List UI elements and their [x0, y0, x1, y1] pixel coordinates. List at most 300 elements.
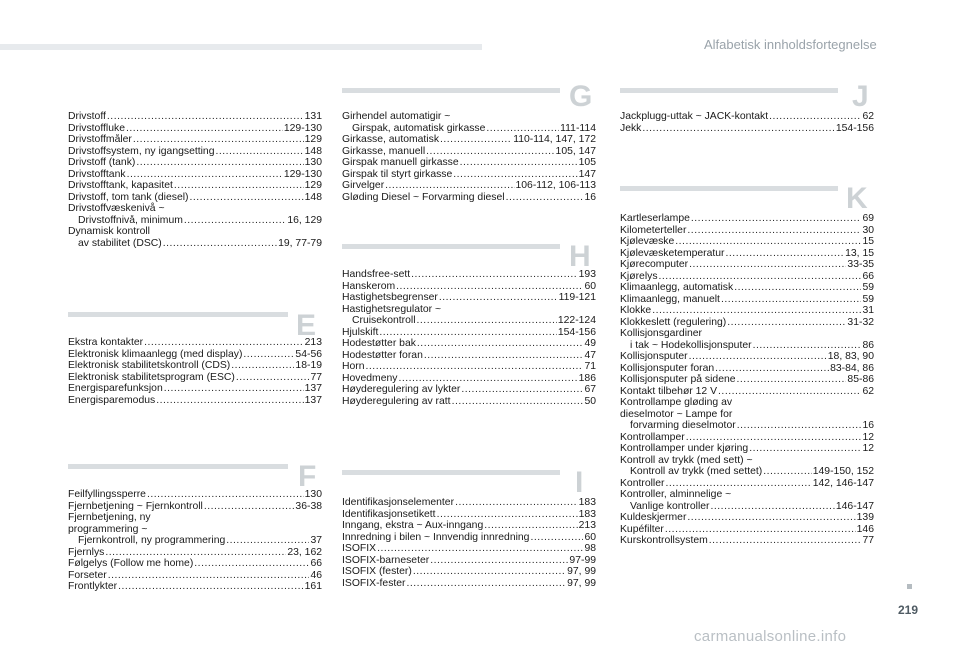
index-entry-label: Drivstoffmåler: [68, 134, 132, 145]
index-entry: [620, 317, 874, 329]
index-entry: [620, 524, 874, 536]
index-entry-heading: Kontroll av trykk (med sett) ~: [620, 454, 753, 466]
index-entry-pages: 18, 83, 90: [827, 351, 874, 362]
index-entry-pages: 130: [304, 157, 322, 168]
index-entry: [68, 581, 322, 593]
index-entry: [342, 350, 596, 362]
index-entry-pages: 161: [304, 581, 322, 592]
index-entry: [620, 294, 874, 306]
index-entry: [68, 395, 322, 407]
index-entry-label: ISOFIX-fester: [342, 577, 406, 589]
index-entry-label: Kuldeskjermer: [620, 512, 687, 523]
index-entry: [342, 269, 596, 281]
index-entry: [68, 558, 322, 570]
dot-leader: [486, 123, 559, 135]
dot-leader: [396, 281, 583, 293]
index-entry: [68, 180, 322, 192]
index-entry: [342, 192, 596, 204]
index-entry-pages: 71: [584, 361, 596, 372]
index-entry-pages: 85-86: [847, 374, 874, 385]
index-entry-pages: 30: [862, 224, 874, 236]
index-entry-pages: 62: [862, 385, 874, 397]
index-entry: [342, 180, 596, 192]
index-entry-pages: 154-156: [835, 122, 874, 134]
index-entry: [68, 169, 322, 181]
index-entry: [342, 315, 596, 327]
index-entry: [620, 501, 874, 513]
index-entry-label: Kilometerteller: [620, 224, 687, 236]
index-entry: [342, 157, 596, 169]
index-entry-pages: 213: [578, 520, 596, 531]
index-entry-label: Identifikasjonselementer: [342, 497, 455, 508]
index-entry: [620, 466, 874, 478]
dot-leader: [440, 134, 512, 146]
index-entry: [68, 349, 322, 361]
index-entry-heading: Kontrollampe gløding av: [620, 397, 733, 408]
index-entry-label: Elektronisk stabilitetskontroll (CDS): [68, 360, 231, 371]
dot-leader: [424, 350, 584, 362]
dot-leader: [216, 146, 304, 158]
dot-leader: [737, 374, 847, 386]
index-entry: [620, 282, 874, 294]
dot-leader: [727, 317, 846, 329]
dot-leader: [236, 372, 310, 384]
index-entry: [68, 134, 322, 146]
index-entry-heading: Kollisjonsgardiner: [620, 328, 703, 339]
index-entry-label: Drivstoffluke: [68, 122, 125, 134]
dot-leader: [675, 236, 861, 248]
section-h-letter: H: [569, 240, 591, 273]
index-entry: [68, 192, 322, 204]
index-entry-label: Girspak manuell girkasse: [342, 157, 459, 168]
index-entry-pages: 186: [578, 372, 596, 384]
index-entry: [620, 386, 874, 398]
index-entry-label: Kontrollamper under kjøring: [620, 443, 749, 454]
index-entry-label: Cruisekontroll: [352, 315, 416, 326]
section-e-bar: [68, 312, 288, 317]
index-entry: [68, 570, 322, 582]
index-entry: [68, 215, 322, 227]
index-entry-label: Kjørecomputer: [620, 259, 689, 270]
index-entry-label: Kontroller: [620, 477, 665, 489]
index-entry-label: Fjernkontroll, ny programmering: [78, 535, 226, 546]
dot-leader: [506, 192, 584, 204]
index-entry-label: Handsfree-sett: [342, 269, 411, 280]
index-entry-label: Girvelger: [342, 180, 385, 191]
section-k-letter: K: [846, 182, 868, 215]
index-entry-pages: 122-124: [557, 315, 596, 326]
dot-leader: [133, 134, 304, 146]
index-entry-label: Drivstofftank: [68, 168, 126, 180]
index-entry-label: Drivstoff, tom tank (diesel): [68, 191, 189, 203]
index-entry-label: Feilfyllingssperre: [68, 489, 146, 500]
index-entry-pages: 137: [304, 383, 322, 394]
index-entry-pages: 193: [578, 269, 596, 280]
dot-leader: [721, 294, 862, 306]
page-header-title: Alfabetisk innholdsfortegnelse: [704, 37, 877, 52]
index-entry-pages: 37: [310, 535, 322, 546]
index-entry-pages: 54-56: [295, 348, 322, 360]
dot-leader: [687, 225, 861, 237]
index-entry-label: Kontroll av trykk (med settet): [630, 466, 763, 477]
index-entry-label: Drivstofftank, kapasitet: [68, 180, 173, 191]
index-entry-label: Drivstoff (tank): [68, 157, 136, 168]
index-entry-pages: 111-114: [560, 122, 596, 134]
index-entry-pages: 110-114, 147, 172: [513, 134, 596, 145]
index-entry: [342, 123, 596, 135]
section-e-entries: [68, 337, 322, 406]
dot-leader: [709, 535, 862, 547]
index-entry: [342, 327, 596, 339]
index-entry-heading: Kontroller, alminnelige ~: [620, 489, 732, 500]
index-entry-label: Kartleserlampe: [620, 213, 690, 224]
index-entry: [620, 420, 874, 432]
section-g-bar: [342, 88, 560, 93]
dot-leader: [689, 351, 827, 363]
index-entry-label: Elektronisk stabilitetsprogram (ESC): [68, 371, 235, 383]
section-j-bar: [620, 88, 838, 93]
index-entry-pages: 129: [304, 180, 322, 191]
dot-leader: [718, 386, 861, 398]
index-entry-label: Hodestøtter foran: [342, 349, 423, 361]
index-entry-label: Hjulskift: [342, 326, 379, 338]
index-entry-pages: 77: [862, 535, 874, 546]
index-entry-label: Kjølevæske: [620, 236, 675, 247]
index-entry-pages: 146-147: [835, 500, 874, 512]
index-entry: [68, 501, 322, 513]
index-entry-label: Drivstoffnivå, minimum: [78, 214, 183, 226]
index-entry: [620, 305, 874, 317]
dot-leader: [204, 501, 295, 513]
dot-leader: [194, 558, 309, 570]
index-entry-pages: 16: [584, 191, 596, 203]
section-f-letter: F: [298, 460, 317, 493]
dot-leader: [753, 340, 862, 352]
index-entry-label: Hovedmeny: [342, 372, 398, 384]
index-entry-pages: 97, 99: [567, 566, 596, 577]
index-entry: [620, 363, 874, 375]
index-entry: [68, 372, 322, 384]
index-entry-label: Fjernbetjening ~ Fjernkontroll: [68, 500, 203, 512]
index-entry: [342, 338, 596, 350]
index-entry-label: Kollisjonsputer: [620, 351, 688, 362]
dot-leader: [118, 581, 304, 593]
dot-leader: [407, 578, 567, 590]
index-entry-pages: 137: [304, 394, 322, 406]
index-entry-pages: 97, 99: [567, 577, 596, 589]
index-entry-pages: 119-121: [558, 292, 596, 303]
index-entry-pages: 86: [862, 339, 874, 351]
index-entry: [620, 213, 874, 225]
section-i-letter: I: [575, 466, 584, 499]
dot-leader: [687, 512, 855, 524]
index-entry-pages: 60: [584, 280, 596, 292]
section-j-entries: [620, 111, 874, 134]
dot-leader: [659, 271, 862, 283]
index-entry-label: Gløding Diesel ~ Forvarming diesel: [342, 191, 505, 203]
dot-leader: [439, 292, 558, 304]
index-entry-label: Frontlykter: [68, 581, 118, 592]
dot-leader: [665, 478, 811, 490]
dot-leader: [174, 180, 304, 192]
section-g-entries: [342, 111, 596, 203]
dot-leader: [686, 432, 862, 444]
dot-leader: [461, 384, 583, 396]
index-entry-label: Horn: [342, 361, 365, 372]
dot-leader: [769, 111, 861, 123]
index-entry-pages: 66: [310, 558, 322, 569]
index-entry: [620, 351, 874, 363]
dot-leader: [163, 238, 277, 250]
index-entry-label: Jackplugg-uttak ~ JACK-kontakt: [620, 111, 769, 122]
index-entry-pages: 67: [584, 384, 596, 395]
index-entry: [620, 271, 874, 283]
index-entry-pages: 46: [310, 569, 322, 581]
index-entry-label: Kollisjonsputer på sidene: [620, 374, 736, 385]
index-entry: [68, 547, 322, 559]
dot-leader: [652, 305, 861, 317]
index-entry-label: Kurskontrollsystem: [620, 535, 708, 546]
dot-leader: [184, 215, 286, 227]
index-entry-pages: 105: [578, 157, 596, 168]
index-entry: [342, 373, 596, 385]
index-entry-pages: 13, 15: [845, 247, 874, 259]
index-entry: [620, 248, 874, 260]
index-entry: [342, 566, 596, 578]
index-entry: [342, 509, 596, 521]
dot-leader: [411, 269, 578, 281]
dot-leader: [691, 213, 862, 225]
index-entry-pages: 131: [304, 111, 322, 122]
dot-leader: [164, 383, 304, 395]
dot-leader: [642, 123, 834, 135]
index-entry-pages: 83-84, 86: [830, 362, 874, 374]
index-entry: [68, 146, 322, 158]
dot-leader: [417, 315, 557, 327]
index-entry-heading: Hastighetsregulator ~: [342, 303, 442, 315]
dot-leader: [377, 543, 583, 555]
index-entry-label: Inngang, ekstra ~ Aux-inngang: [342, 520, 484, 531]
dot-leader: [711, 501, 835, 513]
section-k-entries: [620, 213, 874, 547]
index-entry-label: Klokke: [620, 305, 652, 316]
index-entry-pages: 69: [862, 213, 874, 224]
index-entry-label: Kjørelys: [620, 270, 658, 282]
index-entry-label: Drivstoffsystem, ny igangsetting: [68, 145, 215, 157]
index-entry-pages: 31: [862, 305, 874, 316]
index-entry-label: Hastighetsbegrenser: [342, 292, 438, 303]
index-entry-pages: 33-35: [847, 259, 874, 270]
dot-leader: [136, 157, 303, 169]
dot-leader: [385, 180, 514, 192]
section-i-bar: [342, 470, 560, 475]
dot-leader: [379, 327, 556, 339]
index-entry: [342, 396, 596, 408]
section-j-letter: J: [852, 80, 869, 113]
index-entry-label: Klimaanlegg, automatisk: [620, 282, 734, 293]
index-entry-heading: Drivstoffvæskenivå ~: [68, 203, 165, 214]
index-entry-label: Energisparemodus: [68, 394, 156, 406]
dot-leader: [437, 509, 578, 521]
index-entry: [68, 337, 322, 349]
index-entry-label: Vanlige kontroller: [630, 500, 710, 512]
index-entry-pages: 36-38: [295, 500, 322, 512]
section-h-bar: [342, 244, 560, 249]
index-entry: [342, 543, 596, 555]
dot-leader: [455, 497, 578, 509]
index-entry-pages: 149-150, 152: [812, 466, 874, 477]
section-f-entries: [68, 489, 322, 593]
index-entry-pages: 47: [584, 349, 596, 361]
index-entry-pages: 60: [584, 531, 596, 543]
index-entry-pages: 31-32: [847, 316, 874, 328]
dot-leader: [108, 570, 310, 582]
index-entry: [620, 512, 874, 524]
index-entry-pages: 183: [578, 508, 596, 520]
page-number: 219: [898, 603, 919, 617]
index-entry-pages: 23, 162: [287, 546, 322, 558]
index-entry: [342, 361, 596, 373]
index-entry-label: ISOFIX-barneseter: [342, 554, 430, 566]
section-f-bar: [68, 464, 288, 469]
index-entry-label: Fjernlys: [68, 546, 105, 558]
index-entry-label: Kontrollamper: [620, 431, 685, 443]
section-g-letter: G: [569, 80, 593, 113]
index-entry-pages: 15: [862, 236, 874, 247]
index-entry-pages: 19, 77-79: [278, 237, 322, 249]
index-entry-pages: 59: [862, 282, 874, 293]
index-entry-pages: 213: [304, 337, 322, 348]
index-entry-pages: 130: [304, 489, 322, 500]
dot-leader: [665, 524, 856, 536]
index-entry-label: Kollisjonsputer foran: [620, 362, 715, 374]
dot-leader: [147, 489, 304, 501]
index-entry: [620, 225, 874, 237]
index-entry: [68, 111, 322, 123]
index-entry: [620, 111, 874, 123]
dot-leader: [460, 157, 578, 169]
index-entry-pages: 16, 129: [287, 214, 322, 226]
index-entry: [342, 520, 596, 532]
index-entry: [342, 578, 596, 590]
index-entry-label: Energisparefunksjon: [68, 383, 163, 394]
index-entry-pages: 66: [862, 270, 874, 282]
index-entry-label: Følgelys (Follow me home): [68, 558, 194, 569]
index-entry-pages: 50: [584, 395, 596, 407]
section-e-letter: E: [296, 309, 317, 342]
dot-leader: [413, 566, 566, 578]
dot-leader: [453, 169, 577, 181]
index-entry: [620, 123, 874, 135]
index-entry-label: ISOFIX: [342, 543, 377, 554]
index-entry-pages: 154-156: [557, 326, 596, 338]
index-entry: [620, 443, 874, 455]
index-entry-label: Høyderegulering av ratt: [342, 395, 451, 407]
index-entry: [342, 532, 596, 544]
index-entry-label: Girkasse, manuell: [342, 145, 426, 157]
index-entry-label: Kjølevæsketemperatur: [620, 247, 725, 259]
dot-leader: [715, 363, 829, 375]
index-entry: [342, 292, 596, 304]
dot-leader: [749, 443, 861, 455]
section-i-entries: [342, 497, 596, 589]
index-entry: [342, 281, 596, 293]
index-entry: [620, 478, 874, 490]
index-entry: [342, 169, 596, 181]
index-entry-pages: 148: [304, 145, 322, 157]
index-entry-label: Klokkeslett (regulering): [620, 316, 727, 328]
index-entry: [342, 146, 596, 158]
dot-leader: [105, 547, 286, 559]
dot-leader: [190, 192, 304, 204]
index-entry-pages: 77: [310, 371, 322, 383]
section-k-bar: [620, 186, 838, 191]
dot-leader: [144, 337, 304, 349]
dot-leader: [243, 349, 294, 361]
index-entry-pages: 18-19: [295, 360, 322, 371]
index-entry-pages: 49: [584, 338, 596, 349]
index-entry: [342, 497, 596, 509]
dot-leader: [127, 169, 283, 181]
dot-leader: [726, 248, 845, 260]
index-entry-label: Girspak, automatisk girkasse: [352, 122, 486, 134]
dot-leader: [484, 520, 577, 532]
index-entry: [620, 432, 874, 444]
index-entry-label: Klimaanlegg, manuelt: [620, 293, 720, 305]
watermark: carmanualsonline.info: [694, 628, 847, 645]
index-entry-label: Ekstra kontakter: [68, 337, 144, 348]
index-entry-label: ISOFIX (fester): [342, 566, 412, 577]
index-entry-label: Jekk: [620, 122, 642, 134]
index-entry-pages: 129: [304, 134, 322, 145]
index-entry-label: av stabilitet (DSC): [78, 237, 162, 249]
index-entry-label: Forseter: [68, 569, 107, 581]
index-entry-label: Hanskerom: [342, 280, 396, 292]
index-entry: [68, 383, 322, 395]
dot-leader: [417, 338, 584, 350]
dot-leader: [763, 466, 812, 478]
index-entry-label: Innredning i bilen ~ Innvendig innredning: [342, 531, 530, 543]
dot-leader: [689, 259, 846, 271]
dot-leader: [398, 373, 577, 385]
index-entry-label: Drivstoff: [68, 111, 106, 122]
index-entry-heading: programmering ~: [68, 523, 148, 535]
dot-leader: [126, 123, 283, 135]
index-entry-pages: 16: [862, 420, 874, 431]
index-entry-label: Kupéfilter: [620, 523, 664, 535]
dot-leader: [430, 555, 568, 567]
dot-leader: [366, 361, 584, 373]
index-entry: [68, 360, 322, 372]
index-entry-pages: 62: [862, 111, 874, 122]
index-entry: [68, 535, 322, 547]
dot-leader: [426, 146, 554, 158]
index-entry: [620, 259, 874, 271]
index-entry-heading: Girhendel automatigir ~: [342, 111, 451, 122]
dot-leader: [734, 282, 861, 294]
index-entry-label: Hodestøtter bak: [342, 338, 416, 349]
index-entry-pages: 129-130: [283, 168, 322, 180]
index-entry-pages: 97-99: [569, 554, 596, 566]
index-entry-pages: 106-112, 106-113: [515, 180, 596, 191]
dot-leader: [530, 532, 583, 544]
index-entry-pages: 59: [862, 293, 874, 305]
index-entry-pages: 12: [862, 443, 874, 454]
index-entry-heading: Dynamisk kontroll: [68, 226, 150, 237]
index-entry-label: Kontakt tilbehør 12 V: [620, 385, 718, 397]
dot-leader: [156, 395, 303, 407]
section-d-entries: [68, 111, 322, 249]
